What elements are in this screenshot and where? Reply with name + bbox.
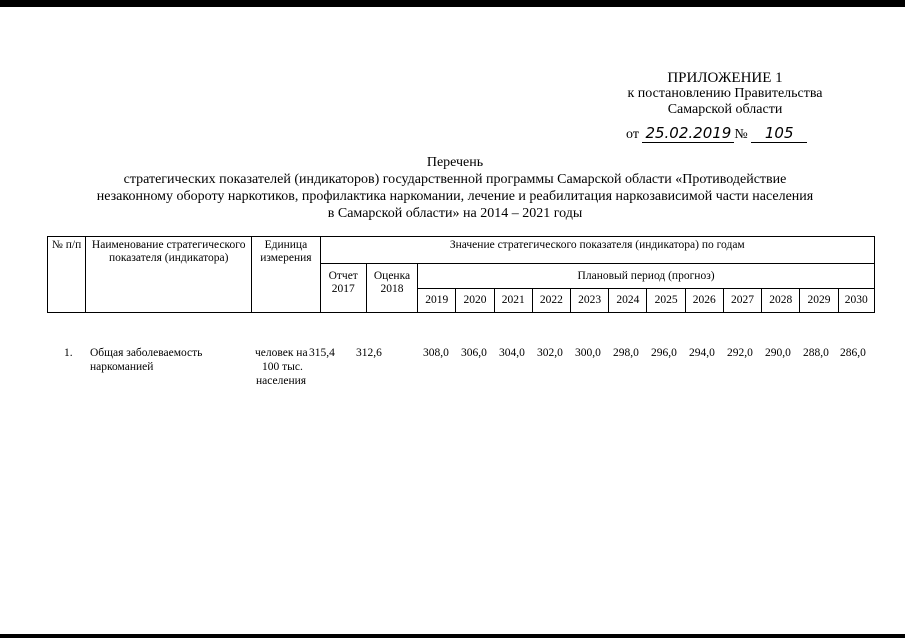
header-values: Значение стратегического показателя (индикатора) по годам xyxy=(320,237,874,264)
row-value-2024: 298,0 xyxy=(613,347,639,359)
row-name-line1: Общая заболеваемость xyxy=(90,347,203,359)
header-year: 2026 xyxy=(685,289,723,313)
row-value-2027: 292,0 xyxy=(727,347,753,359)
row-unit-line1: человек на xyxy=(255,347,308,359)
row-value-2028: 290,0 xyxy=(765,347,791,359)
header-year: 2024 xyxy=(609,289,647,313)
appendix-title: ПРИЛОЖЕНИЕ 1 xyxy=(667,70,783,86)
row-value-2029: 288,0 xyxy=(803,347,829,359)
page-top-border xyxy=(0,0,905,7)
header-year: 2029 xyxy=(800,289,838,313)
row-name-line2: наркоманией xyxy=(90,361,154,373)
header-year: 2020 xyxy=(456,289,494,313)
row-value-2020: 306,0 xyxy=(461,347,487,359)
header-year: 2021 xyxy=(494,289,532,313)
header-unit: Единица измерения xyxy=(252,237,320,313)
row-value-2030: 286,0 xyxy=(840,347,866,359)
appendix-line1: к постановлению Правительства xyxy=(627,86,823,101)
header-year: 2022 xyxy=(532,289,570,313)
row-value-2026: 294,0 xyxy=(689,347,715,359)
handwritten-number: 105 xyxy=(751,124,807,143)
title-line3: незаконному обороту наркотиков, профилактика наркомании, лечение и реабилитация наркозависимой части населения xyxy=(96,189,814,204)
row-report: 315,4 xyxy=(309,347,335,359)
appendix-line2: Самарской области xyxy=(667,102,783,117)
header-year: 2028 xyxy=(762,289,800,313)
indicators-table-header xyxy=(47,236,875,313)
document-title xyxy=(40,154,870,222)
handwritten-date: 25.02.2019 xyxy=(642,124,734,143)
row-value-2023: 300,0 xyxy=(575,347,601,359)
row-value-2019: 308,0 xyxy=(423,347,449,359)
row-value-2021: 304,0 xyxy=(499,347,525,359)
header-report: Отчет 2017 xyxy=(320,264,366,313)
row-unit-line2: 100 тыс. xyxy=(262,361,303,373)
title-line1: Перечень xyxy=(426,155,484,170)
header-year: 2030 xyxy=(838,289,874,313)
row-unit-line3: населения xyxy=(256,375,307,387)
row-num: 1. xyxy=(64,347,73,359)
header-estimate: Оценка 2018 xyxy=(366,264,417,313)
date-prefix: от xyxy=(626,127,639,142)
row-value-2022: 302,0 xyxy=(537,347,563,359)
header-year: 2019 xyxy=(418,289,456,313)
header-plan: Плановый период (прогноз) xyxy=(418,264,875,289)
page-bottom-border xyxy=(0,634,905,638)
title-line4: в Самарской области» на 2014 – 2021 годы xyxy=(327,206,583,221)
appendix-date-line xyxy=(626,124,807,143)
header-year: 2023 xyxy=(571,289,609,313)
appendix-block xyxy=(600,70,850,118)
header-num: № п/п xyxy=(48,237,86,313)
row-estimate: 312,6 xyxy=(356,347,382,359)
number-prefix: № xyxy=(734,127,748,142)
row-value-2025: 296,0 xyxy=(651,347,677,359)
header-year: 2025 xyxy=(647,289,685,313)
header-name: Наименование стратегического показателя (индикатора) xyxy=(86,237,252,313)
title-line2: стратегических показателей (индикаторов) государственной программы Самарской области «Противодействие xyxy=(123,172,787,187)
header-year: 2027 xyxy=(723,289,761,313)
